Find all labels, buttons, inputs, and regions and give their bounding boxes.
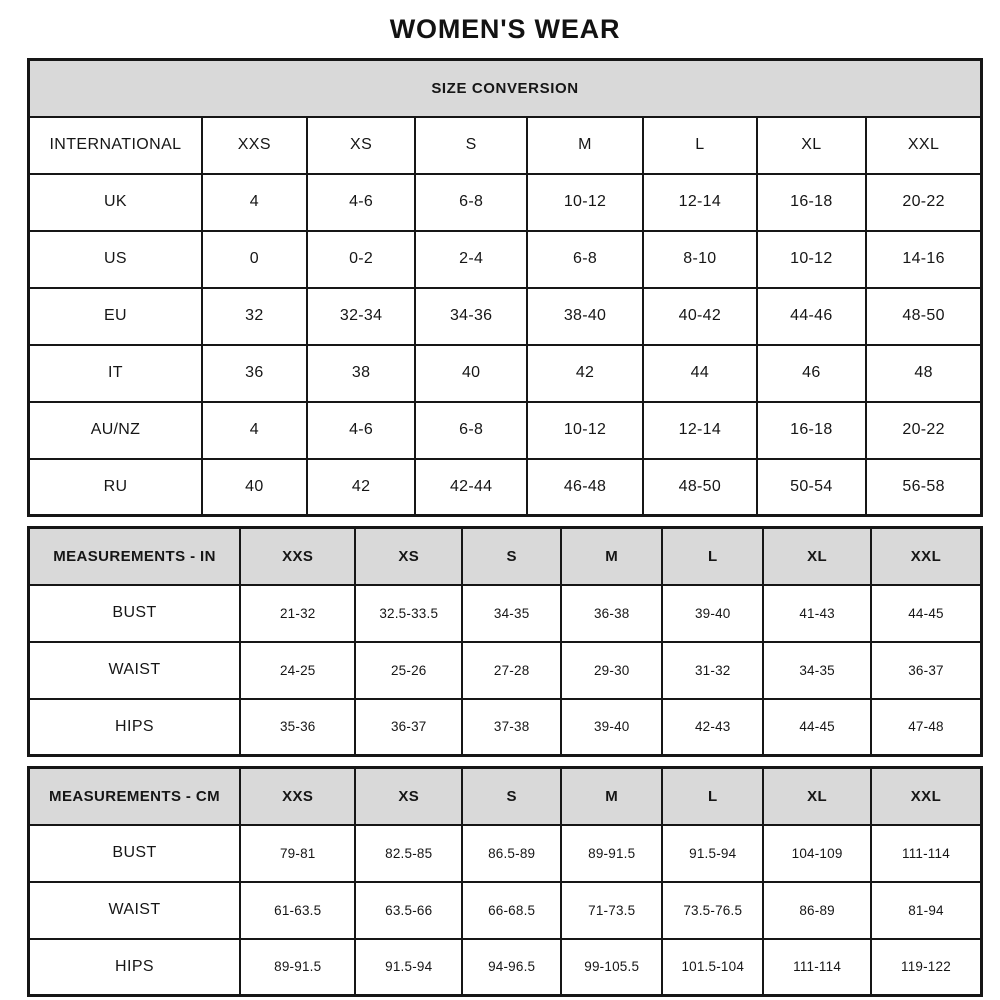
value-cell: 12-14: [643, 174, 756, 231]
table-row: [29, 288, 982, 345]
size-column-header: M: [561, 768, 662, 825]
table-row: [29, 402, 982, 459]
value-cell: 32.5-33.5: [355, 585, 462, 642]
table-row: [29, 825, 982, 882]
value-cell: 34-36: [415, 288, 527, 345]
value-cell: 6-8: [415, 174, 527, 231]
value-cell: 25-26: [355, 642, 462, 699]
table-row: [29, 939, 982, 996]
row-label: BUST: [29, 585, 241, 642]
value-cell: 8-10: [643, 231, 756, 288]
value-cell: 0: [202, 231, 307, 288]
measurements-cm-table: [27, 766, 983, 997]
size-column-header: S: [462, 768, 561, 825]
value-cell: 119-122: [871, 939, 982, 996]
value-cell: 20-22: [866, 174, 981, 231]
column-header: M: [527, 117, 643, 174]
row-label: UK: [29, 174, 202, 231]
measurements-in-body: [29, 528, 982, 756]
value-cell: 32: [202, 288, 307, 345]
value-cell: 36-38: [561, 585, 662, 642]
value-cell: 10-12: [527, 174, 643, 231]
value-cell: 99-105.5: [561, 939, 662, 996]
value-cell: 79-81: [240, 825, 355, 882]
value-cell: 34-35: [763, 642, 871, 699]
value-cell: 35-36: [240, 699, 355, 756]
value-cell: 111-114: [763, 939, 871, 996]
table-row: [29, 459, 982, 516]
row-label: WAIST: [29, 642, 241, 699]
value-cell: 94-96.5: [462, 939, 561, 996]
table-header-label: MEASUREMENTS - IN: [29, 528, 241, 585]
value-cell: 101.5-104: [662, 939, 763, 996]
value-cell: 39-40: [662, 585, 763, 642]
column-header: XXL: [866, 117, 981, 174]
column-header: S: [415, 117, 527, 174]
value-cell: 48-50: [643, 459, 756, 516]
value-cell: 71-73.5: [561, 882, 662, 939]
value-cell: 36: [202, 345, 307, 402]
value-cell: 111-114: [871, 825, 982, 882]
value-cell: 20-22: [866, 402, 981, 459]
value-cell: 63.5-66: [355, 882, 462, 939]
value-cell: 16-18: [757, 402, 867, 459]
value-cell: 6-8: [415, 402, 527, 459]
value-cell: 16-18: [757, 174, 867, 231]
value-cell: 40: [415, 345, 527, 402]
size-column-header: XXL: [871, 768, 982, 825]
size-conversion-table: [27, 58, 983, 517]
table-band-header: SIZE CONVERSION: [29, 60, 982, 117]
value-cell: 4-6: [307, 402, 416, 459]
value-cell: 44-45: [871, 585, 982, 642]
value-cell: 32-34: [307, 288, 416, 345]
value-cell: 66-68.5: [462, 882, 561, 939]
row-label: AU/NZ: [29, 402, 202, 459]
value-cell: 37-38: [462, 699, 561, 756]
value-cell: 0-2: [307, 231, 416, 288]
value-cell: 6-8: [527, 231, 643, 288]
value-cell: 44-46: [757, 288, 867, 345]
value-cell: 42-44: [415, 459, 527, 516]
table-gap: [27, 757, 983, 766]
table-row: [29, 699, 982, 756]
value-cell: 48-50: [866, 288, 981, 345]
value-cell: 91.5-94: [662, 825, 763, 882]
row-label: HIPS: [29, 939, 241, 996]
column-header: INTERNATIONAL: [29, 117, 202, 174]
table-row: [29, 231, 982, 288]
value-cell: 10-12: [757, 231, 867, 288]
value-cell: 41-43: [763, 585, 871, 642]
table-row: [29, 585, 982, 642]
table-row: [29, 174, 982, 231]
table-header-label: MEASUREMENTS - CM: [29, 768, 241, 825]
size-column-header: XXL: [871, 528, 982, 585]
row-label: HIPS: [29, 699, 241, 756]
value-cell: 89-91.5: [240, 939, 355, 996]
value-cell: 10-12: [527, 402, 643, 459]
value-cell: 46: [757, 345, 867, 402]
value-cell: 86.5-89: [462, 825, 561, 882]
value-cell: 24-25: [240, 642, 355, 699]
value-cell: 61-63.5: [240, 882, 355, 939]
value-cell: 36-37: [355, 699, 462, 756]
value-cell: 12-14: [643, 402, 756, 459]
size-column-header: L: [662, 768, 763, 825]
value-cell: 81-94: [871, 882, 982, 939]
value-cell: 14-16: [866, 231, 981, 288]
row-label: RU: [29, 459, 202, 516]
value-cell: 29-30: [561, 642, 662, 699]
value-cell: 38-40: [527, 288, 643, 345]
size-column-header: XS: [355, 768, 462, 825]
value-cell: 48: [866, 345, 981, 402]
value-cell: 46-48: [527, 459, 643, 516]
table-row: [29, 345, 982, 402]
size-column-header: L: [662, 528, 763, 585]
value-cell: 36-37: [871, 642, 982, 699]
size-column-header: XXS: [240, 528, 355, 585]
page-title: WOMEN'S WEAR: [389, 14, 621, 44]
value-cell: 44-45: [763, 699, 871, 756]
value-cell: 4: [202, 174, 307, 231]
column-header: XS: [307, 117, 416, 174]
value-cell: 27-28: [462, 642, 561, 699]
size-column-header: M: [561, 528, 662, 585]
size-column-header: S: [462, 528, 561, 585]
value-cell: 91.5-94: [355, 939, 462, 996]
size-column-header: XL: [763, 768, 871, 825]
row-label: WAIST: [29, 882, 241, 939]
row-label: US: [29, 231, 202, 288]
value-cell: 21-32: [240, 585, 355, 642]
value-cell: 40: [202, 459, 307, 516]
value-cell: 4: [202, 402, 307, 459]
column-header: XXS: [202, 117, 307, 174]
size-column-header: XS: [355, 528, 462, 585]
value-cell: 2-4: [415, 231, 527, 288]
row-label: BUST: [29, 825, 241, 882]
value-cell: 34-35: [462, 585, 561, 642]
value-cell: 42: [527, 345, 643, 402]
table-gap: [27, 517, 983, 526]
size-column-header: XL: [763, 528, 871, 585]
value-cell: 42: [307, 459, 416, 516]
value-cell: 73.5-76.5: [662, 882, 763, 939]
value-cell: 86-89: [763, 882, 871, 939]
measurements-cm-body: [29, 768, 982, 996]
value-cell: 56-58: [866, 459, 981, 516]
value-cell: 38: [307, 345, 416, 402]
size-conversion-body: [29, 60, 982, 516]
row-label: IT: [29, 345, 202, 402]
measurements-in-table: [27, 526, 983, 757]
value-cell: 4-6: [307, 174, 416, 231]
value-cell: 40-42: [643, 288, 756, 345]
column-header: L: [643, 117, 756, 174]
table-row: [29, 642, 982, 699]
value-cell: 89-91.5: [561, 825, 662, 882]
size-column-header: XXS: [240, 768, 355, 825]
value-cell: 31-32: [662, 642, 763, 699]
table-row: [29, 882, 982, 939]
value-cell: 42-43: [662, 699, 763, 756]
value-cell: 50-54: [757, 459, 867, 516]
value-cell: 82.5-85: [355, 825, 462, 882]
value-cell: 44: [643, 345, 756, 402]
value-cell: 39-40: [561, 699, 662, 756]
column-header: XL: [757, 117, 867, 174]
row-label: EU: [29, 288, 202, 345]
value-cell: 104-109: [763, 825, 871, 882]
value-cell: 47-48: [871, 699, 982, 756]
